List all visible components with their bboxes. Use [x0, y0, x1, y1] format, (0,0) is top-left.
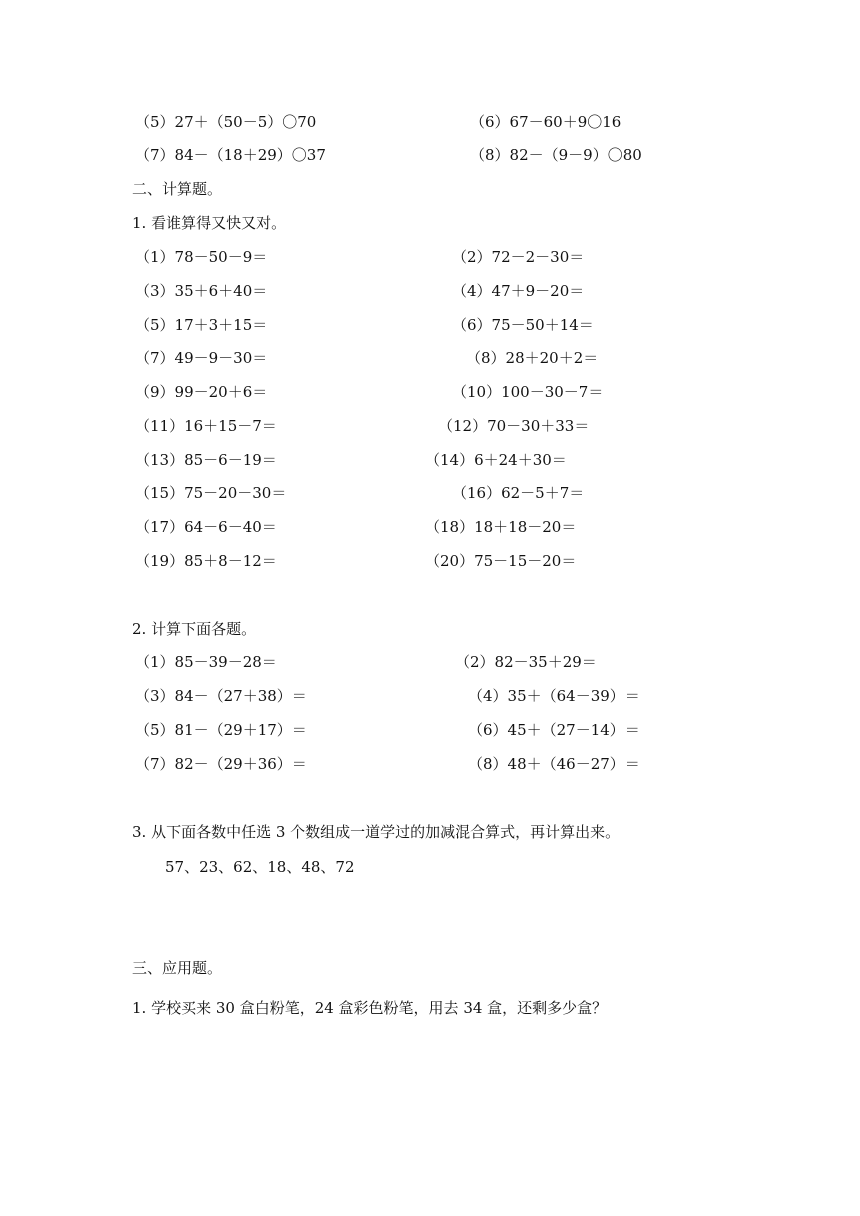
- q2-item-7: （7）82－（29＋36）＝: [135, 755, 307, 773]
- calc-item-17: （17）64－6－40＝: [135, 518, 277, 536]
- q2-item-8: （8）48＋（46－27）＝: [468, 755, 640, 773]
- q2-item-3: （3）84－（27＋38）＝: [135, 687, 307, 705]
- calc-item-18: （18）18＋18－20＝: [425, 518, 577, 536]
- calc-item-9: （9）99－20＋6＝: [135, 383, 268, 401]
- q3-numbers: 57、23、62、18、48、72: [165, 858, 355, 876]
- q2-item-2: （2）82－35＋29＝: [455, 653, 597, 671]
- q2-item-4: （4）35＋（64－39）＝: [468, 687, 640, 705]
- calc-item-10: （10）100－30－7＝: [452, 383, 604, 401]
- compare-item-6: （6）67－60＋9〇16: [470, 113, 622, 131]
- calc-item-12: （12）70－30＋33＝: [438, 417, 590, 435]
- q2-title: 2. 计算下面各题。: [132, 620, 257, 638]
- q1-title: 1. 看谁算得又快又对。: [132, 214, 287, 232]
- calc-item-1: （1）78－50－9＝: [135, 248, 268, 266]
- q2-item-5: （5）81－（29＋17）＝: [135, 721, 307, 739]
- section2-heading: 二、计算题。: [132, 180, 223, 198]
- calc-item-7: （7）49－9－30＝: [135, 349, 268, 367]
- calc-item-16: （16）62－5＋7＝: [452, 484, 585, 502]
- calc-item-20: （20）75－15－20＝: [425, 552, 577, 570]
- q3-title: 3. 从下面各数中任选 3 个数组成一道学过的加减混合算式，再计算出来。: [132, 823, 621, 841]
- calc-item-2: （2）72－2－30＝: [452, 248, 585, 266]
- compare-item-7: （7）84－（18＋29）〇37: [135, 146, 326, 164]
- calc-item-4: （4）47＋9－20＝: [452, 282, 585, 300]
- compare-item-5: （5）27＋（50－5）〇70: [135, 113, 317, 131]
- q2-item-1: （1）85－39－28＝: [135, 653, 277, 671]
- calc-item-19: （19）85＋8－12＝: [135, 552, 277, 570]
- word-problem-1: 1. 学校买来 30 盒白粉笔，24 盒彩色粉笔，用去 34 盒，还剩多少盒？: [132, 999, 608, 1017]
- calc-item-15: （15）75－20－30＝: [135, 484, 287, 502]
- calc-item-6: （6）75－50＋14＝: [452, 316, 594, 334]
- calc-item-13: （13）85－6－19＝: [135, 451, 277, 469]
- calc-item-3: （3）35＋6＋40＝: [135, 282, 268, 300]
- calc-item-5: （5）17＋3＋15＝: [135, 316, 268, 334]
- compare-item-8: （8）82－（9－9）〇80: [470, 146, 642, 164]
- calc-item-8: （8）28＋20＋2＝: [466, 349, 599, 367]
- section3-heading: 三、应用题。: [132, 959, 223, 977]
- calc-item-11: （11）16＋15－7＝: [135, 417, 277, 435]
- q2-item-6: （6）45＋（27－14）＝: [468, 721, 640, 739]
- calc-item-14: （14）6＋24＋30＝: [425, 451, 567, 469]
